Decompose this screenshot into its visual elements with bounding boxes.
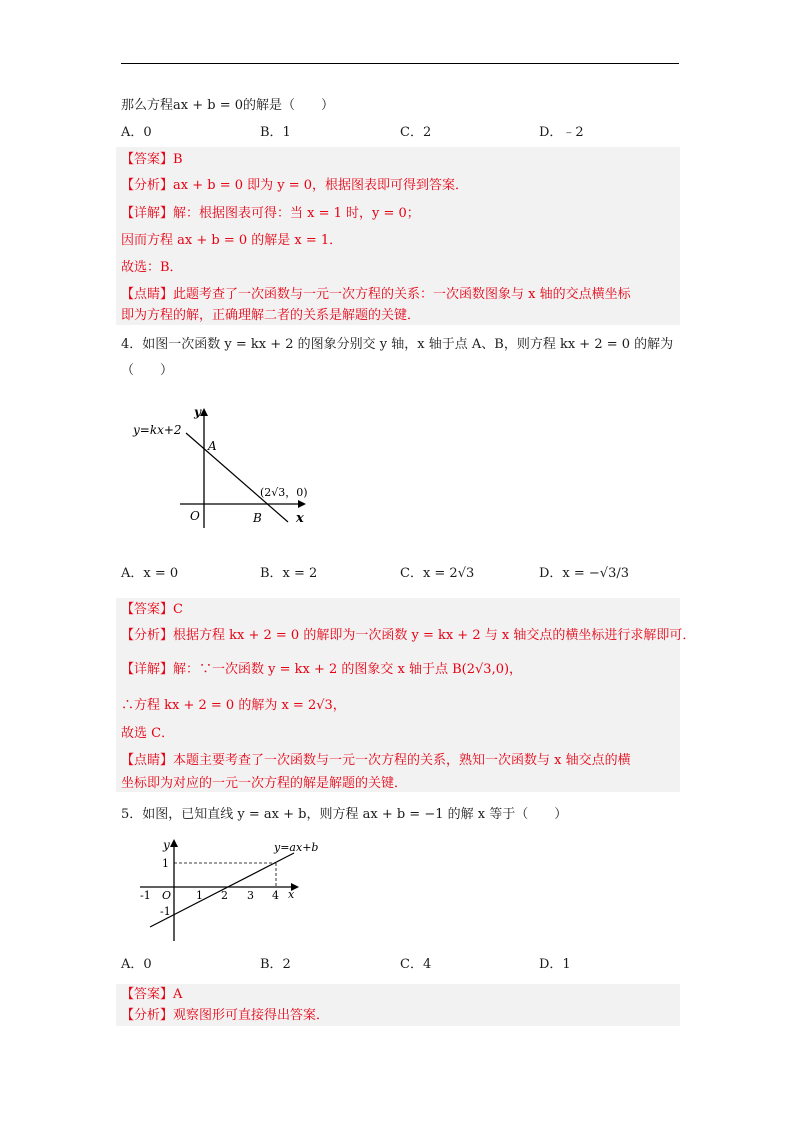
q5-line-label: y=ax+b xyxy=(274,841,319,854)
q3-comment-1: 【点睛】此题考查了一次函数与一元一次方程的关系：一次函数图象与 x 轴的交点横坐标 xyxy=(121,287,631,302)
q5-tick-x-2: 2 xyxy=(221,889,228,902)
q3-option-b: B．1 xyxy=(260,125,291,140)
q4-x-label: x xyxy=(296,511,304,526)
q4-answer: 【答案】C xyxy=(121,602,183,617)
q5-option-d: D．1 xyxy=(539,957,571,972)
q5-stem: 5．如图，已知直线 y = ax + b，则方程 ax + b = −1 的解 x 等于（ ） xyxy=(121,807,568,822)
q5-graph xyxy=(136,835,336,945)
q3-stem: 那么方程ax + b = 0的解是（ ） xyxy=(121,98,334,113)
q4-graph xyxy=(128,398,328,533)
q5-origin: O xyxy=(162,889,172,902)
header-rule xyxy=(121,63,679,64)
q3-choose: 故选：B． xyxy=(121,260,183,275)
q3-comment-2: 即为方程的解，正确理解二者的关系是解题的关键． xyxy=(121,308,421,323)
q3-option-c: C．2 xyxy=(400,125,432,140)
q4-origin: O xyxy=(190,509,200,523)
q3-option-a: A．0 xyxy=(121,125,152,140)
q4-x-arrow xyxy=(298,500,306,508)
q4-comment-2: 坐标即为对应的一元一次方程的解是解题的关键． xyxy=(121,776,408,791)
q5-option-a: A．0 xyxy=(121,957,152,972)
q4-detail-2: ∴方程 kx + 2 = 0 的解为 x = 2√3， xyxy=(121,698,346,713)
q5-tick-x-3: 3 xyxy=(247,889,254,902)
q4-choose: 故选 C． xyxy=(121,726,175,741)
q5-y-label: y xyxy=(163,838,170,852)
q5-option-b: B．2 xyxy=(260,957,291,972)
q5-tick-x-1: 1 xyxy=(196,889,203,902)
q3-answer: 【答案】B xyxy=(121,152,183,167)
q4-point-a: A xyxy=(208,439,217,453)
q4-option-b: B．x = 2 xyxy=(260,566,318,581)
q4-option-d: D．x = −√3/3 xyxy=(539,566,630,581)
q5-answer: 【答案】A xyxy=(121,987,183,1002)
q5-analysis: 【分析】观察图形可直接得出答案． xyxy=(121,1008,330,1023)
q5-tick-y-1: 1 xyxy=(162,857,169,870)
q4-comment-1: 【点睛】本题主要考查了一次函数与一元一次方程的关系，熟知一次函数与 x 轴交点的横 xyxy=(121,753,631,768)
q4-y-label: y xyxy=(194,405,201,419)
q5-option-c: C．4 xyxy=(400,957,432,972)
q5-tick-x-neg1: -1 xyxy=(140,889,151,902)
q4-option-a: A．x = 0 xyxy=(121,566,179,581)
q4-y-arrow xyxy=(200,408,208,416)
q4-line-label: y=kx+2 xyxy=(133,423,182,437)
q4-stem-2: （ ） xyxy=(121,363,174,378)
q4-function-line xyxy=(186,433,288,522)
q3-option-d: D．﹣2 xyxy=(539,125,584,140)
q3-detail-2: 因而方程 ax + b = 0 的解是 x = 1． xyxy=(121,233,343,248)
q4-b-coord: (2√3，0) xyxy=(260,486,308,499)
q3-analysis: 【分析】ax + b = 0 即为 y = 0，根据图表即可得到答案． xyxy=(121,178,469,193)
q4-stem-1: 4．如图一次函数 y = kx + 2 的图象分别交 y 轴，x 轴于点 A、B，则方程 kx + 2 = 0 的解为 xyxy=(121,337,674,352)
q5-y-arrow xyxy=(170,839,178,847)
q4-detail-1: 【详解】解：∵一次函数 y = kx + 2 的图象交 x 轴于点 B(2√3,0)， xyxy=(121,662,523,677)
q4-point-b: B xyxy=(253,511,262,525)
q4-analysis: 【分析】根据方程 kx + 2 = 0 的解即为一次函数 y = kx + 2 与 x 轴交点的横坐标进行求解即可． xyxy=(121,628,696,643)
q4-option-c: C．x = 2√3 xyxy=(400,566,475,581)
q5-tick-y-neg1: -1 xyxy=(160,905,171,918)
q5-x-label: x xyxy=(288,888,295,901)
q3-detail-1: 【详解】解：根据图表可得：当 x = 1 时，y = 0； xyxy=(121,206,420,221)
q5-tick-x-4: 4 xyxy=(272,889,279,902)
